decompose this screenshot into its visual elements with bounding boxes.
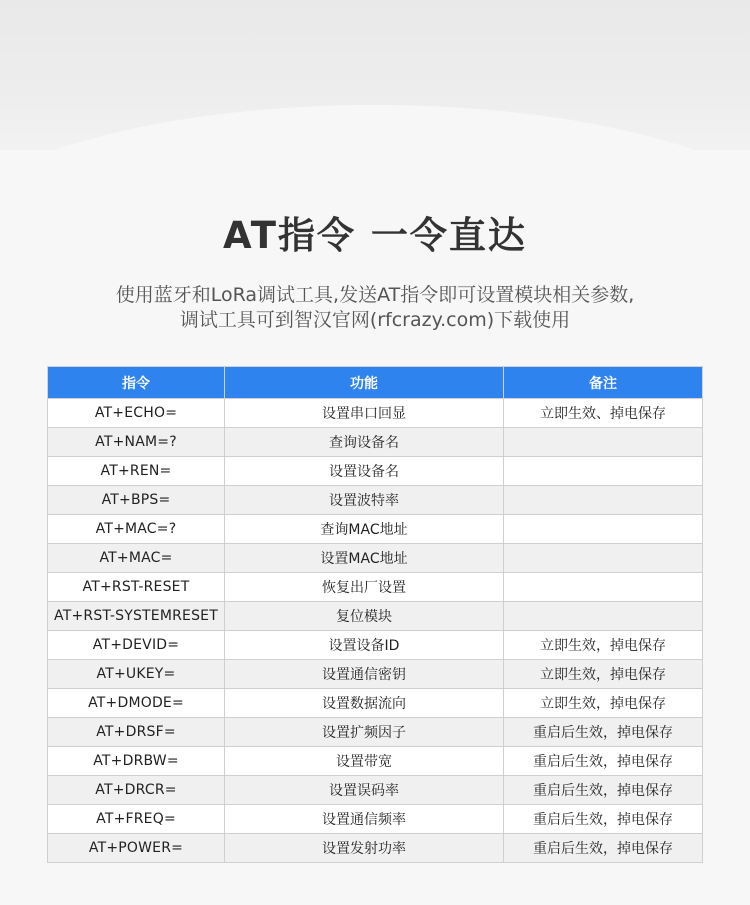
note-cell: 立即生效、掉电保存 (504, 399, 703, 428)
function-cell: 设置发射功率 (225, 834, 504, 863)
function-cell: 设置MAC地址 (225, 544, 504, 573)
function-cell: 设置通信密钥 (225, 660, 504, 689)
function-cell: 设置设备ID (225, 631, 504, 660)
table-header-row (48, 367, 703, 399)
note-cell (504, 428, 703, 457)
table-row (48, 805, 703, 834)
header-note: 备注 (504, 367, 703, 399)
note-cell (504, 457, 703, 486)
command-cell: AT+REN= (48, 457, 225, 486)
page-subtitle (0, 283, 750, 333)
command-cell: AT+RST-RESET (48, 573, 225, 602)
note-cell: 立即生效，掉电保存 (504, 689, 703, 718)
table-row (48, 486, 703, 515)
command-cell: AT+FREQ= (48, 805, 225, 834)
note-cell: 重启后生效，掉电保存 (504, 747, 703, 776)
table-row (48, 428, 703, 457)
table-row (48, 747, 703, 776)
command-cell: AT+RST-SYSTEMRESET (48, 602, 225, 631)
command-cell: AT+DRSF= (48, 718, 225, 747)
table-row (48, 834, 703, 863)
header-command: 指令 (48, 367, 225, 399)
note-cell (504, 486, 703, 515)
note-cell: 立即生效，掉电保存 (504, 660, 703, 689)
function-cell: 查询设备名 (225, 428, 504, 457)
function-cell: 设置通信频率 (225, 805, 504, 834)
function-cell: 设置设备名 (225, 457, 504, 486)
table-row (48, 457, 703, 486)
command-cell: AT+NAM=? (48, 428, 225, 457)
table-row (48, 573, 703, 602)
note-cell (504, 544, 703, 573)
header-function: 功能 (225, 367, 504, 399)
function-cell: 设置串口回显 (225, 399, 504, 428)
note-cell: 重启后生效，掉电保存 (504, 718, 703, 747)
command-cell: AT+DRBW= (48, 747, 225, 776)
subtitle-line-2: 调试工具可到智汉官网(rfcrazy.com)下载使用 (179, 309, 571, 331)
command-cell: AT+POWER= (48, 834, 225, 863)
command-cell: AT+DEVID= (48, 631, 225, 660)
command-cell: AT+MAC=? (48, 515, 225, 544)
command-cell: AT+ECHO= (48, 399, 225, 428)
function-cell: 设置波特率 (225, 486, 504, 515)
note-cell: 重启后生效，掉电保存 (504, 776, 703, 805)
command-cell: AT+MAC= (48, 544, 225, 573)
function-cell: 设置误码率 (225, 776, 504, 805)
table-row (48, 660, 703, 689)
note-cell (504, 573, 703, 602)
table-row (48, 544, 703, 573)
command-cell: AT+DRCR= (48, 776, 225, 805)
table-row (48, 776, 703, 805)
subtitle-line-1: 使用蓝牙和LoRa调试工具,发送AT指令即可设置模块相关参数, (115, 284, 635, 306)
function-cell: 恢复出厂设置 (225, 573, 504, 602)
note-cell (504, 515, 703, 544)
table-row (48, 631, 703, 660)
command-cell: AT+DMODE= (48, 689, 225, 718)
command-cell: AT+BPS= (48, 486, 225, 515)
table-row (48, 399, 703, 428)
table-row (48, 602, 703, 631)
page-title: AT指令 一令直达 (223, 214, 527, 257)
function-cell: 设置数据流向 (225, 689, 504, 718)
table-row (48, 515, 703, 544)
at-command-table (47, 366, 703, 863)
note-cell (504, 602, 703, 631)
table-row (48, 689, 703, 718)
note-cell: 重启后生效，掉电保存 (504, 834, 703, 863)
function-cell: 复位模块 (225, 602, 504, 631)
table-row (48, 718, 703, 747)
note-cell: 重启后生效，掉电保存 (504, 805, 703, 834)
note-cell: 立即生效，掉电保存 (504, 631, 703, 660)
function-cell: 设置扩频因子 (225, 718, 504, 747)
function-cell: 设置带宽 (225, 747, 504, 776)
command-cell: AT+UKEY= (48, 660, 225, 689)
function-cell: 查询MAC地址 (225, 515, 504, 544)
